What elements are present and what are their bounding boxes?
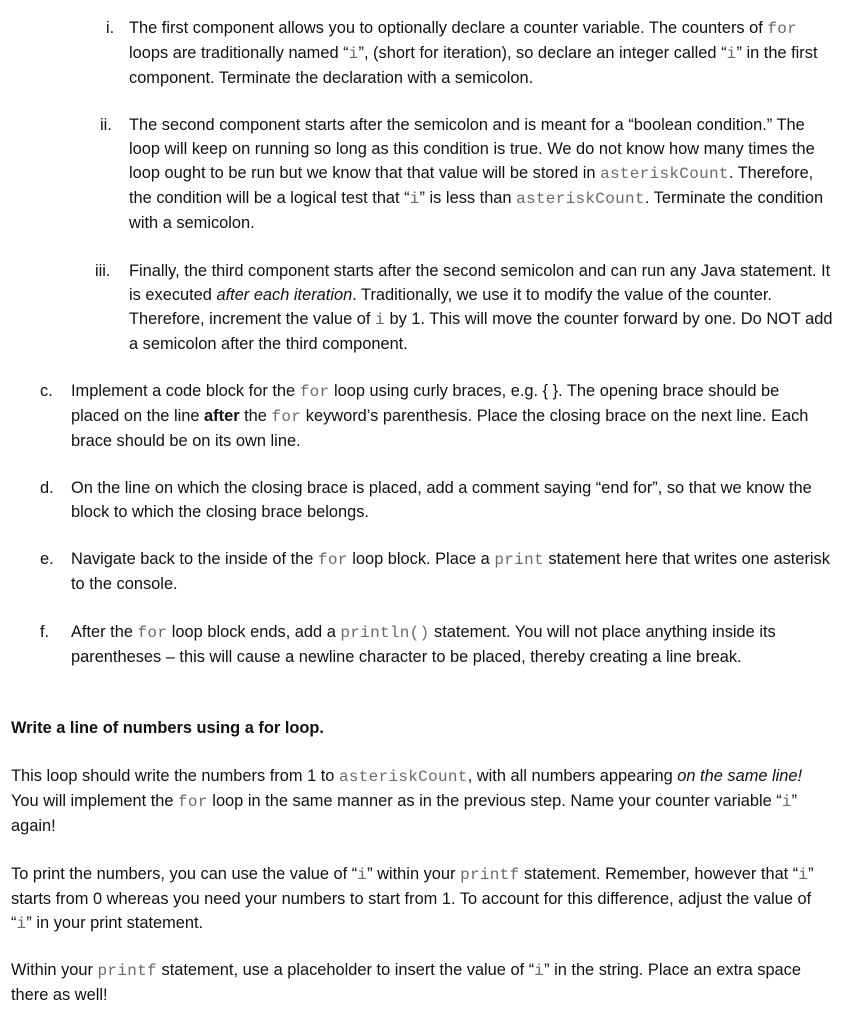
code-for: for [299,383,330,401]
list-item-d [40,476,831,524]
list-item-text: The first component allows you to optionally declare a counter variable. The counters of for loops are traditionally named “i”, (short for iteration), so declare an integer called “i” in the first component. Terminate the declaration with a semicolon. [129,19,818,87]
code-i: i [726,45,737,63]
code-print: print [494,551,544,569]
code-i: i [348,45,359,63]
code-for: for [137,624,168,642]
section-heading-text: Write a line of numbers using a for loop. [11,719,324,737]
paragraph-text: Within your printf statement, use a placeholder to insert the value of “i” in the string. Place an extra space there as well! [11,961,801,1004]
code-asteriskCount: asteriskCount [338,768,468,786]
code-asteriskCount: asteriskCount [600,165,729,183]
list-item-f [40,620,831,669]
list-item-text: The second component starts after the semicolon and is meant for a “boolean condition.” The loop will keep on running so long as this condition is true. We do not know how many times the loop ought to be run but we know that that value will be stored in asteriskCount. Therefore, the condition will be a logical test that “i” is less than asteriskCount. Terminate the condition with a semicolon. [129,116,824,232]
list-marker: c. [40,382,53,400]
code-for: for [271,408,302,426]
list-item-c [40,379,831,453]
code-printf: printf [97,962,157,980]
code-i: i [375,311,385,329]
list-marker: i. [106,19,115,37]
paragraph [11,862,831,936]
code-i: i [798,866,809,884]
paragraph-text: This loop should write the numbers from 1 to asteriskCount, with all numbers appearing on the same line! You will implement the for loop in the same manner as in the previous step. Name your counter variable “i” again! [11,767,803,835]
code-i: i [409,190,420,208]
list-marker: iii. [95,262,111,280]
list-item-text: Finally, the third component starts after the second semicolon and can run any Java statement. It is executed after each iteration. Traditionally, we use it to modify the value of the counter. Therefore, increment the value of i by 1. This will move the counter forward by one. Do NOT add a semicolon after the third component. [129,262,833,353]
list-item-e [40,547,831,596]
code-i: i [781,793,792,811]
list-item-text: Implement a code block for the for loop using curly braces, e.g. { }. The opening brace should be placed on the line after the for keyword’s parenthesis. Place the closing brace on the next line. Each brace should be on its own line. [71,382,809,450]
emphasis-text: on the same line! [677,767,803,785]
list-item-iii [95,259,834,356]
code-println: println() [340,624,430,642]
list-marker: f. [40,623,50,641]
paragraph-text: To print the numbers, you can use the value of “i” within your printf statement. Remember, however that “i” starts from 0 whereas you need your numbers to start from 1. To account for this difference, adjust the value of “i” in your print statement. [11,865,814,933]
paragraph [11,764,831,838]
code-i: i [534,962,545,980]
list-item-i [106,16,834,90]
emphasis-text: after each iteration [216,286,353,304]
list-item-ii [100,113,834,235]
list-item-text: On the line on which the closing brace is placed, add a comment saying “end for”, so that we know the block to which the closing brace belongs. [71,479,812,521]
paragraph [11,958,831,1007]
list-item-text: Navigate back to the inside of the for loop block. Place a print statement here that writes one asterisk to the console. [71,550,830,593]
section-heading [11,716,831,740]
code-printf: printf [460,866,520,884]
list-item-text: After the for loop block ends, add a println() statement. You will not place anything inside its parentheses – this will cause a newline character to be placed, thereby creating a line break. [71,623,776,666]
list-marker: d. [40,479,54,497]
code-i: i [357,866,368,884]
code-i: i [16,915,27,933]
bold-text: after [204,407,240,425]
code-asteriskCount: asteriskCount [516,190,645,208]
code-for: for [767,20,798,38]
list-marker: ii. [100,116,112,134]
code-for: for [317,551,348,569]
list-marker: e. [40,550,54,568]
code-for: for [178,793,208,811]
